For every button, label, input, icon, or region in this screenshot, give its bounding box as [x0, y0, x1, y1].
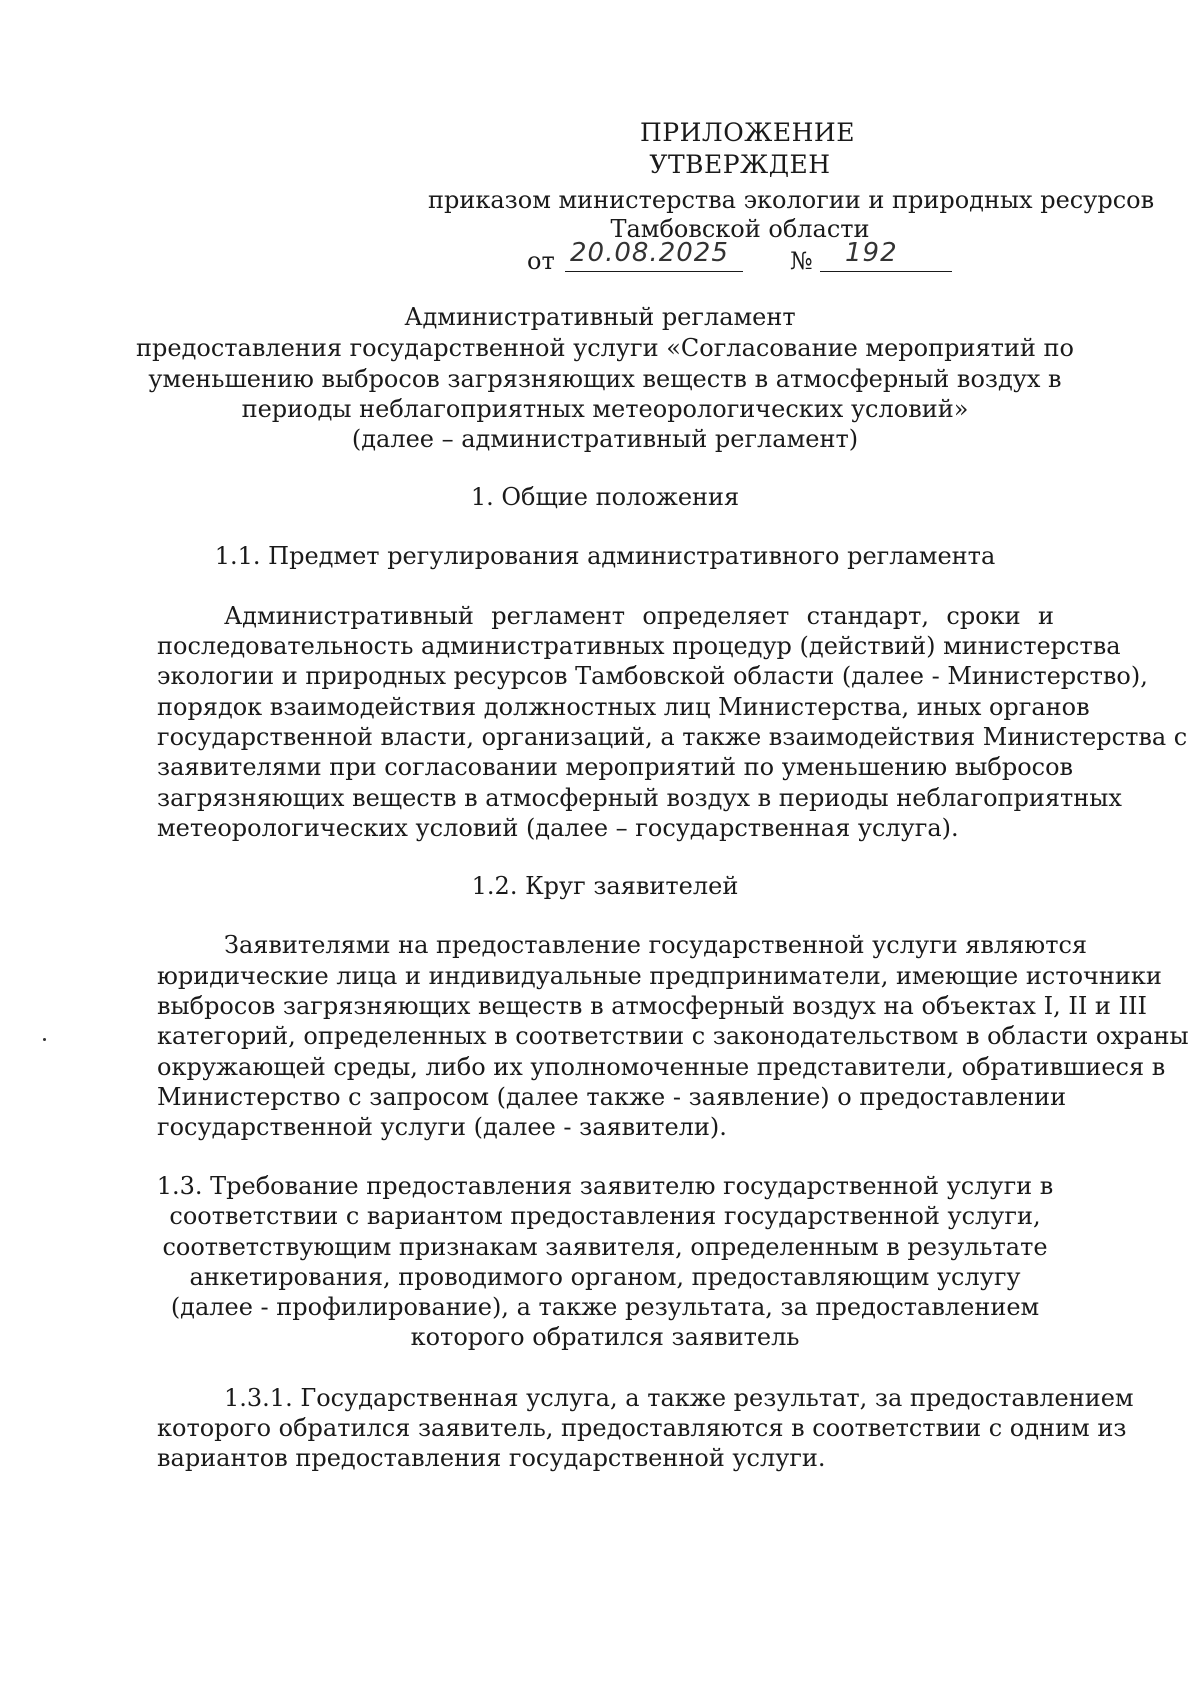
title-line-2: предоставления государственной услуги «Согласование мероприятий по: [136, 334, 1074, 362]
section-1-3-heading-line-5: (далее - профилирование), а также результата, за предоставлением: [170, 1293, 1040, 1321]
section-1-1-line-2: последовательность административных процедур (действий) министерства: [157, 632, 1121, 660]
section-1-2-line-1: Заявителями на предоставление государственной услуги являются: [224, 931, 1088, 959]
section-1-3-heading-line-1: 1.3. Требование предоставления заявителю государственной услуги в: [156, 1172, 1054, 1200]
section-1-2-line-4: категорий, определенных в соответствии с законодательством в области охраны: [157, 1022, 1189, 1050]
section-1-3-heading-line-3: соответствующим признакам заявителя, определенным в результате: [162, 1233, 1048, 1261]
number-underline: [820, 271, 952, 272]
section-1-3-heading-line-2: соответствии с вариантом предоставления государственной услуги,: [169, 1202, 1041, 1230]
scan-speck: [43, 1038, 46, 1041]
section-1-2-line-7: государственной услуги (далее - заявители).: [157, 1113, 727, 1141]
date-underline: [565, 271, 743, 272]
order-line-1: приказом министерства экологии и природных ресурсов: [428, 186, 1155, 214]
title-line-4: периоды неблагоприятных метеорологических условий»: [241, 395, 969, 423]
section-1-1-line-6: заявителями при согласовании мероприятий по уменьшению выбросов: [157, 753, 1074, 781]
title-line-1: Административный регламент: [404, 303, 796, 331]
section-1-2-line-5: окружающей среды, либо их уполномоченные представители, обратившиеся в: [157, 1053, 1166, 1081]
date-prefix: от: [527, 247, 555, 275]
section-1-1-line-3: экологии и природных ресурсов Тамбовской области (далее - Министерство),: [157, 662, 1148, 690]
section-1-2-line-3: выбросов загрязняющих веществ в атмосферный воздух на объектах I, II и III: [157, 992, 1147, 1020]
section-1-1-heading: 1.1. Предмет регулирования административного регламента: [214, 542, 996, 570]
approved-label: УТВЕРЖДЕН: [649, 150, 831, 179]
section-1-3-heading-line-4: анкетирования, проводимого органом, предоставляющим услугу: [189, 1263, 1021, 1291]
section-1-2-heading: 1.2. Круг заявителей: [471, 872, 739, 900]
section-1-2-line-2: юридические лица и индивидуальные предприниматели, имеющие источники: [157, 962, 1162, 990]
appendix-label: ПРИЛОЖЕНИЕ: [640, 118, 855, 147]
section-1-2-line-6: Министерство с запросом (далее также - заявление) о предоставлении: [157, 1083, 1067, 1111]
section-1-1-line-7: загрязняющих веществ в атмосферный воздух в периоды неблагоприятных: [157, 784, 1122, 812]
section-1-1-line-5: государственной власти, организаций, а также взаимодействия Министерства с: [157, 723, 1188, 751]
section-1-3-1-line-1: 1.3.1. Государственная услуга, а также результат, за предоставлением: [224, 1384, 1134, 1412]
section-1-1-line-4: порядок взаимодействия должностных лиц Министерства, иных органов: [157, 693, 1090, 721]
section-1-heading: 1. Общие положения: [470, 483, 740, 511]
title-line-5: (далее – административный регламент): [351, 425, 859, 453]
handwritten-date: 20.08.2025: [570, 238, 729, 268]
handwritten-number: 192: [845, 238, 898, 268]
section-1-3-1-line-3: вариантов предоставления государственной услуги.: [157, 1444, 826, 1472]
order-line-2: Тамбовской области: [610, 215, 870, 243]
section-1-3-1-line-2: которого обратился заявитель, предоставляются в соответствии с одним из: [157, 1414, 1127, 1442]
section-1-3-heading-line-6: которого обратился заявитель: [410, 1323, 800, 1351]
section-1-1-line-1: Административный регламент определяет стандарт, сроки и: [224, 602, 1054, 630]
number-prefix: №: [790, 247, 813, 275]
section-1-1-line-8: метеорологических условий (далее – государственная услуга).: [157, 814, 959, 842]
title-line-3: уменьшению выбросов загрязняющих веществ в атмосферный воздух в: [148, 365, 1062, 393]
